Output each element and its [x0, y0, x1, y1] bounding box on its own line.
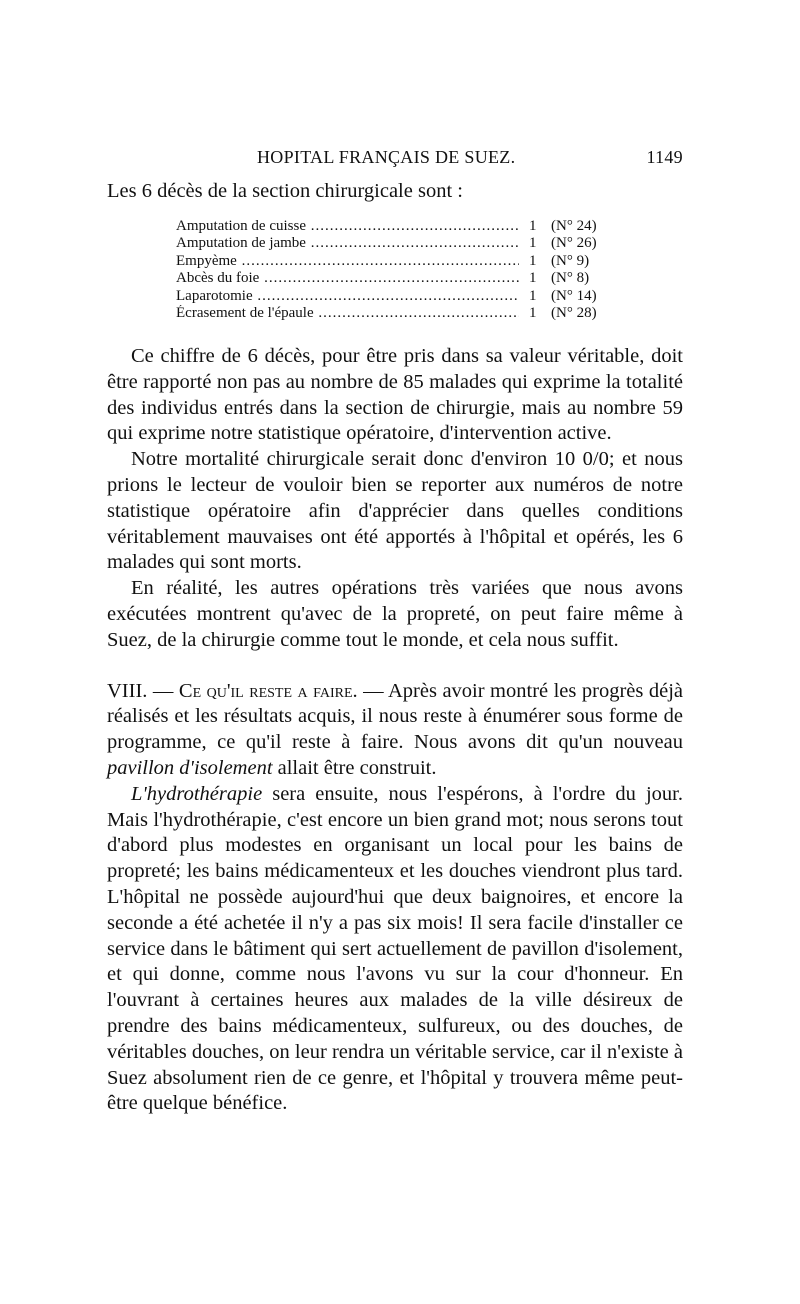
isolation-pavilion-term: pavillon d'isolement	[107, 756, 273, 779]
table-row	[176, 288, 626, 305]
row-label: Amputation de jambe .....	[176, 235, 519, 252]
row-label: Abcès du foie .....	[176, 270, 519, 287]
table-row	[176, 218, 626, 235]
intro-line: Les 6 décès de la section chirurgicale sont :	[107, 180, 463, 202]
section-number: VIII. —	[107, 679, 179, 702]
row-label: Écrasement de l'épaule .....	[176, 305, 519, 322]
row-reference: (N° 14)	[551, 287, 597, 304]
row-label: Empyème .....	[176, 253, 519, 270]
paragraph-section-viii	[107, 679, 683, 782]
row-reference: (N° 9)	[551, 252, 590, 269]
table-row	[176, 253, 626, 270]
row-count: 1	[529, 287, 537, 304]
deaths-table	[176, 218, 626, 322]
row-count: 1	[529, 304, 537, 321]
hydrotherapy-term: L'hydrothérapie	[131, 782, 263, 805]
table-row	[176, 270, 626, 287]
paragraph-hydrotherapy	[107, 782, 683, 1117]
row-label: Amputation de cuisse .....	[176, 218, 519, 235]
paragraph-other-operations: En réalité, les autres opérations très variées que nous avons exécutées montrent qu'avec de la propreté, on peut faire même à Suez, de la chirurgie comme tout le monde, et cela nous suffit.	[107, 577, 683, 651]
page-number: 1149	[646, 147, 683, 167]
table-row	[176, 235, 626, 252]
row-label: Laparotomie .....	[176, 288, 519, 305]
row-reference: (N° 28)	[551, 304, 597, 321]
body-text	[107, 344, 683, 1117]
running-title: HOPITAL FRANÇAIS DE SUEZ.	[257, 147, 516, 167]
row-count: 1	[529, 235, 537, 252]
row-reference: (N° 24)	[551, 218, 597, 234]
row-reference: (N° 8)	[551, 270, 590, 287]
row-count: 1	[529, 270, 537, 287]
row-count: 1	[529, 252, 537, 269]
row-count: 1	[529, 218, 537, 234]
hydrotherapy-text: sera ensuite, nous l'espérons, à l'ordre du jour. Mais l'hydrothérapie, c'est encore un bien grand mot; nous serons tout d'abord plus modestes en organisant un local pour les bains de propreté; les bains médicamenteux et les douches viendront plus tard. L'hôpital ne possède aujourd'hui que deux baignoires, et encore la seconde a été achetée il n'y a pas six mois! Il sera facile d'installer ce service dans le bâtiment qui sert actuellement de pavillon d'isolement, et qui donne, comme nous l'avons vu sur la cour d'honneur. En l'ouvrant à certaines heures aux malades de la ville désireux de prendre des bains médicamenteux, sulfureux, ou des douches, de véritables douches, on leur rendra un véritable service, car il n'existe à Suez absolument rien de ce genre, et l'hôpital y trouvera même peut-être quelque bénéfice.	[107, 782, 683, 1115]
section-text: — Après avoir montré les progrès déjà réalisés et les résultats acquis, il nous reste à énumérer sous forme de programme, ce qu'il reste à faire. Nous avons dit qu'un nouveau	[107, 679, 683, 754]
section-text-end: allait être construit.	[272, 756, 437, 779]
table-row	[176, 305, 626, 322]
row-reference: (N° 26)	[551, 235, 597, 252]
paragraph-mortality-ratio: Ce chiffre de 6 décès, pour être pris dans sa valeur véritable, doit être rapporté non pas au nombre de 85 malades qui exprime la totalité des individus entrés dans la section de chirurgie, mais au nombre 59 qui exprime notre statistique opératoire, d'intervention active.	[107, 345, 683, 445]
paragraph-mortality-rate: Notre mortalité chirurgicale serait donc d'environ 10 0/0; et nous prions le lecteur de vouloir bien se reporter aux numéros de notre statistique opératoire afin d'apprécier dans quelles conditions véritablement mauvaises ont été apportés à l'hôpital et opérés, les 6 malades qui sont morts.	[107, 448, 683, 574]
section-heading: Ce qu'il reste a faire.	[178, 679, 358, 702]
